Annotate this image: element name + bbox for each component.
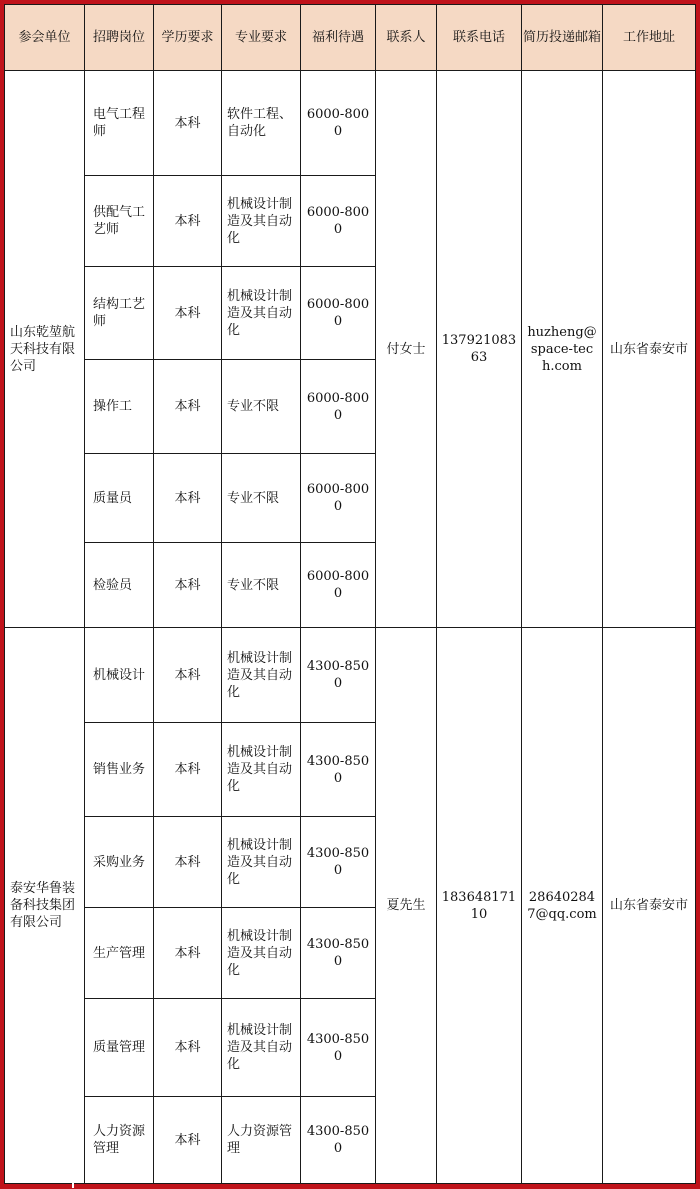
job-position: 人力资源管理: [85, 1097, 154, 1184]
job-position: 生产管理: [85, 908, 154, 999]
job-salary: 6000-8000: [301, 71, 376, 176]
header-education: 学历要求: [154, 5, 222, 71]
job-major: 专业不限: [222, 454, 301, 543]
job-major: 机械设计制造及其自动化: [222, 176, 301, 267]
header-contact: 联系人: [376, 5, 437, 71]
job-major: 机械设计制造及其自动化: [222, 817, 301, 908]
job-position: 质量管理: [85, 999, 154, 1097]
work-address: 山东省泰安市: [603, 628, 696, 1184]
work-address: 山东省泰安市: [603, 71, 696, 628]
resume-email[interactable]: huzheng@space-tech.com: [522, 71, 603, 628]
job-education: 本科: [154, 1097, 222, 1184]
job-position: 采购业务: [85, 817, 154, 908]
header-salary: 福利待遇: [301, 5, 376, 71]
job-salary: 6000-8000: [301, 360, 376, 454]
header-company: 参会单位: [5, 5, 85, 71]
header-phone: 联系电话: [437, 5, 522, 71]
job-major: 专业不限: [222, 543, 301, 628]
contact-phone: 18364817110: [437, 628, 522, 1184]
job-salary: 6000-8000: [301, 543, 376, 628]
table-row: [5, 71, 696, 176]
job-education: 本科: [154, 360, 222, 454]
job-major: 机械设计制造及其自动化: [222, 723, 301, 817]
job-education: 本科: [154, 628, 222, 723]
job-salary: 6000-8000: [301, 454, 376, 543]
border-mark: [72, 1181, 74, 1188]
job-salary: 4300-8500: [301, 817, 376, 908]
company-name: 山东乾堃航天科技有限公司: [5, 71, 85, 628]
recruitment-table: [4, 4, 696, 1184]
job-major: 软件工程、自动化: [222, 71, 301, 176]
recruitment-table-frame: [4, 4, 695, 1183]
resume-email[interactable]: 286402847@qq.com: [522, 628, 603, 1184]
job-major: 人力资源管理: [222, 1097, 301, 1184]
job-education: 本科: [154, 71, 222, 176]
job-education: 本科: [154, 454, 222, 543]
job-education: 本科: [154, 176, 222, 267]
job-position: 电气工程师: [85, 71, 154, 176]
contact-person: 付女士: [376, 71, 437, 628]
table-row: [5, 628, 696, 723]
job-major: 机械设计制造及其自动化: [222, 628, 301, 723]
contact-phone: 13792108363: [437, 71, 522, 628]
job-position: 操作工: [85, 360, 154, 454]
header-email: 简历投递邮箱: [522, 5, 603, 71]
job-salary: 6000-8000: [301, 176, 376, 267]
job-salary: 4300-8500: [301, 1097, 376, 1184]
job-salary: 6000-8000: [301, 267, 376, 360]
job-major: 机械设计制造及其自动化: [222, 999, 301, 1097]
job-position: 供配气工艺师: [85, 176, 154, 267]
job-position: 机械设计: [85, 628, 154, 723]
table-header-row: [5, 5, 696, 71]
job-education: 本科: [154, 908, 222, 999]
job-salary: 4300-8500: [301, 723, 376, 817]
job-education: 本科: [154, 543, 222, 628]
company-name: 泰安华鲁装备科技集团有限公司: [5, 628, 85, 1184]
job-major: 专业不限: [222, 360, 301, 454]
job-position: 质量员: [85, 454, 154, 543]
job-education: 本科: [154, 723, 222, 817]
header-major: 专业要求: [222, 5, 301, 71]
job-major: 机械设计制造及其自动化: [222, 267, 301, 360]
contact-person: 夏先生: [376, 628, 437, 1184]
job-position: 检验员: [85, 543, 154, 628]
job-salary: 4300-8500: [301, 628, 376, 723]
job-position: 结构工艺师: [85, 267, 154, 360]
job-education: 本科: [154, 999, 222, 1097]
job-position: 销售业务: [85, 723, 154, 817]
job-major: 机械设计制造及其自动化: [222, 908, 301, 999]
job-salary: 4300-8500: [301, 908, 376, 999]
job-education: 本科: [154, 817, 222, 908]
job-salary: 4300-8500: [301, 999, 376, 1097]
job-education: 本科: [154, 267, 222, 360]
header-address: 工作地址: [603, 5, 696, 71]
header-position: 招聘岗位: [85, 5, 154, 71]
